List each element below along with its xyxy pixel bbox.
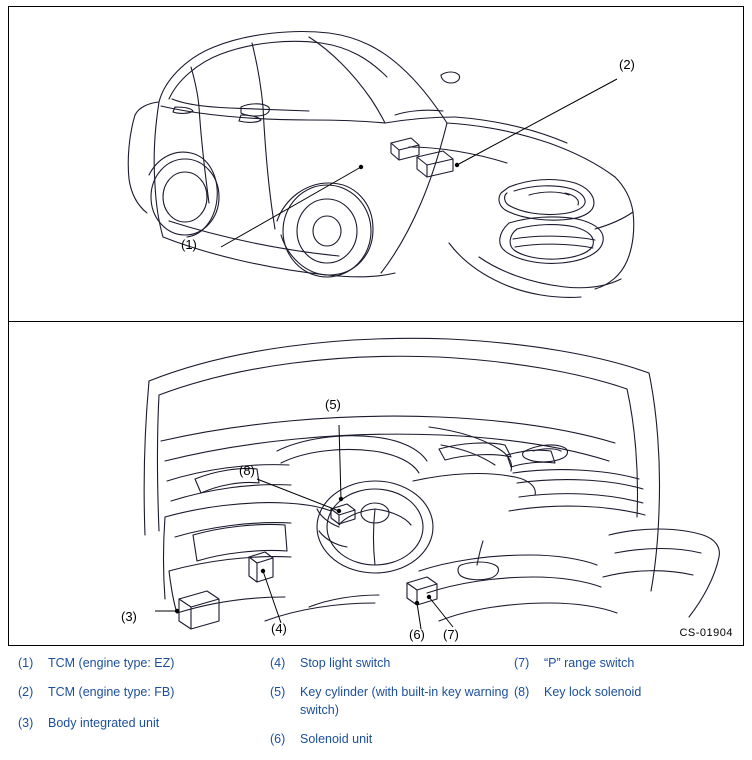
legend-number: (2) (18, 685, 34, 700)
legend (8, 654, 744, 749)
legend-label: Solenoid unit (300, 732, 373, 747)
figure-panel (8, 6, 744, 646)
callout-6: (6) (409, 627, 425, 642)
leader-line-7 (429, 597, 453, 627)
legend-number: (8) (514, 685, 530, 700)
vehicle-exterior-illustration (9, 7, 743, 320)
leader-line-2 (457, 79, 617, 165)
legend-number: (3) (18, 716, 34, 731)
legend-label: Stop light switch (300, 656, 391, 670)
callout-5: (5) (325, 397, 341, 412)
legend-item (270, 683, 516, 719)
legend-item (18, 654, 264, 672)
legend-column-1 (18, 654, 264, 743)
legend-item (514, 683, 752, 701)
callout-1: (1) (181, 237, 197, 252)
legend-item (18, 714, 264, 732)
legend-label: Body integrated unit (48, 716, 160, 731)
callout-8: (8) (239, 463, 255, 478)
legend-number: (6) (270, 732, 286, 747)
legend-label: TCM (engine type: EZ) (48, 656, 175, 670)
legend-number: (4) (270, 656, 286, 670)
legend-label: Key cylinder (with built-in key warning switch) (300, 685, 509, 718)
callout-7: (7) (443, 627, 459, 642)
callout-4: (4) (271, 621, 287, 636)
legend-number: (5) (270, 685, 286, 700)
legend-label: “P” range switch (544, 656, 635, 670)
callout-2: (2) (619, 57, 635, 72)
legend-number: (7) (514, 656, 530, 670)
legend-item (514, 654, 752, 672)
legend-number: (1) (18, 656, 34, 670)
figure-id-label: CS-01904 (679, 627, 733, 639)
leader-line-6 (417, 603, 421, 629)
callout-3: (3) (121, 609, 137, 624)
legend-label: TCM (engine type: FB) (48, 685, 175, 700)
leader-line-8 (257, 479, 339, 511)
legend-item (270, 730, 516, 748)
legend-column-2 (270, 654, 516, 760)
legend-item (18, 683, 264, 701)
legend-label: Key lock solenoid (544, 685, 642, 700)
legend-column-3 (514, 654, 752, 712)
vehicle-interior-illustration (9, 321, 743, 645)
legend-item (270, 654, 516, 672)
